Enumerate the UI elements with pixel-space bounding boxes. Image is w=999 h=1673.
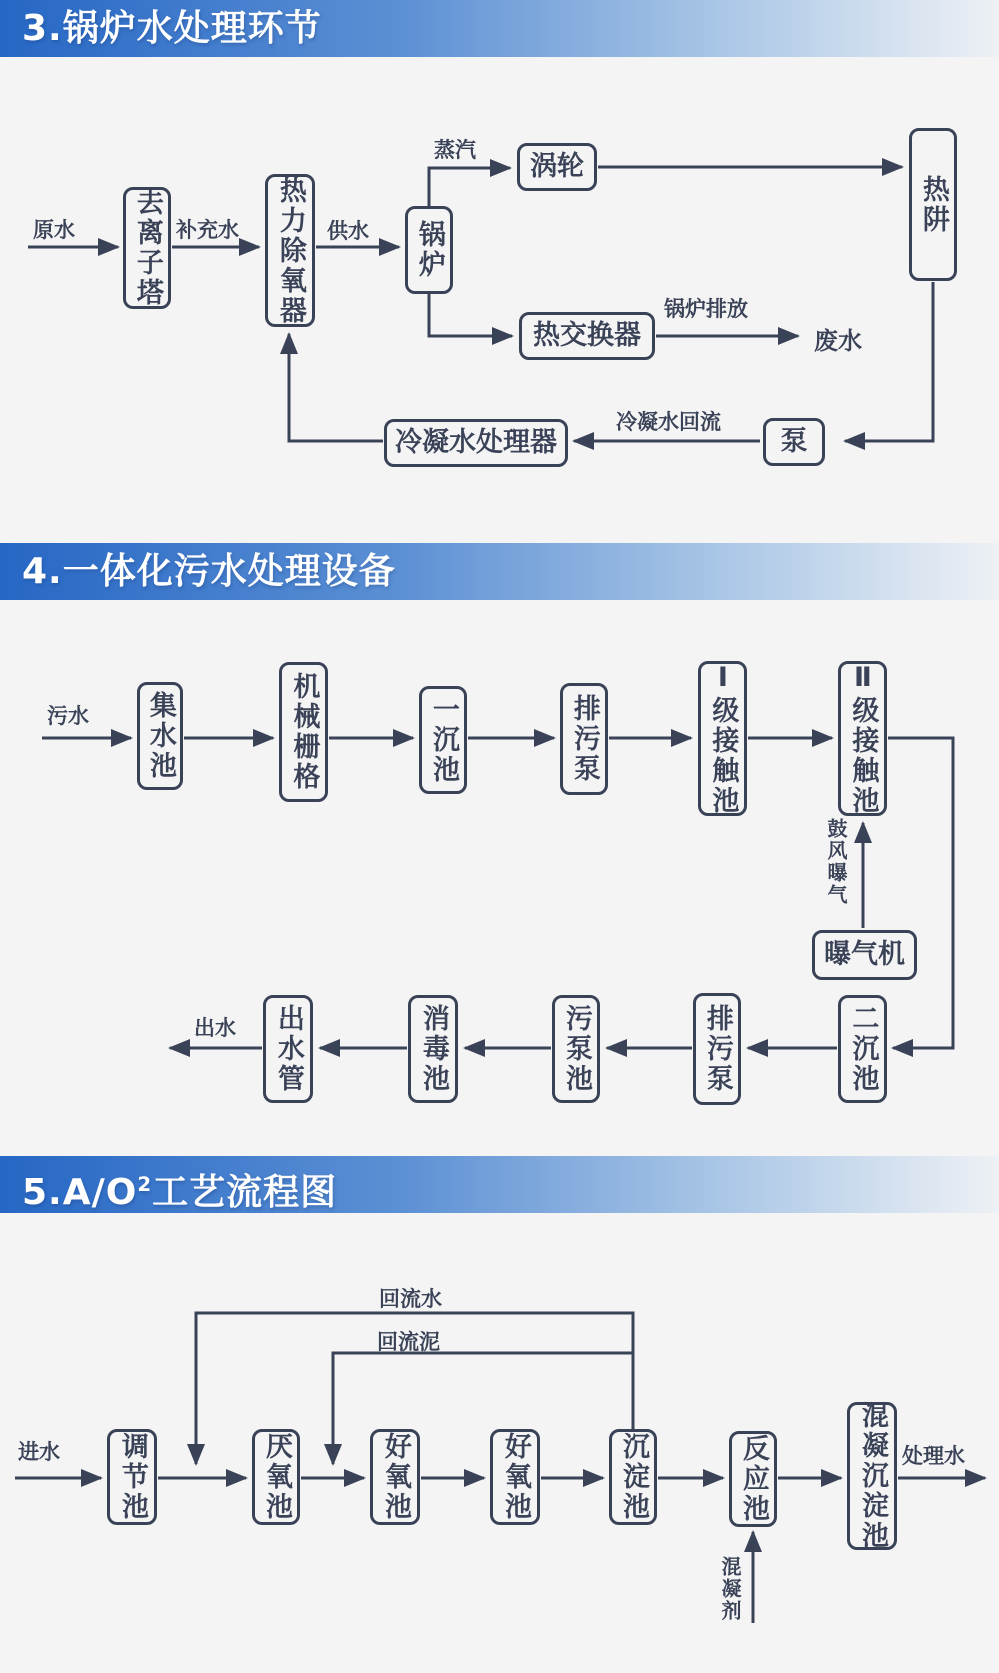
section-title-integrated-sewage: 4.一体化污水处理设备 (22, 551, 396, 592)
node-sewage-pump-1 (560, 683, 608, 795)
node-primary-sedimentation-label: 一沉池 (427, 695, 459, 785)
label-steam: 蒸汽 (434, 138, 476, 162)
node-aerobic-tank-2-label: 好氧池 (499, 1432, 531, 1522)
label-condensate-return: 冷凝水回流 (616, 410, 721, 434)
label-feed-water: 供水 (327, 219, 369, 243)
node-pump-label: 泵 (780, 426, 808, 458)
node-anaerobic-tank (252, 1429, 300, 1525)
node-heat-exchanger-label: 热交换器 (533, 320, 641, 352)
label-effluent: 出水 (194, 1016, 236, 1040)
node-anaerobic-tank-label: 厌氧池 (260, 1432, 292, 1522)
node-disinfection-tank (408, 995, 458, 1103)
node-sludge-pump-tank (552, 995, 600, 1103)
label-raw-water: 原水 (33, 218, 75, 242)
node-sewage-pump-2 (693, 993, 741, 1105)
label-return-water: 回流水 (379, 1287, 442, 1311)
node-regulating-tank-label: 调节池 (116, 1432, 148, 1522)
node-sewage-pump-2-label: 排污泵 (701, 1004, 733, 1094)
node-aerobic-tank-1-label: 好氧池 (379, 1432, 411, 1522)
node-aerobic-tank-1 (370, 1429, 420, 1525)
label-treated-water: 处理水 (902, 1444, 965, 1468)
label-makeup-water: 补充水 (176, 218, 239, 242)
node-turbine-label: 涡轮 (530, 151, 584, 183)
node-contact-tank-1 (698, 661, 747, 816)
node-sedimentation-tank (609, 1429, 657, 1525)
node-mechanical-grid-label: 机械栅格 (288, 672, 320, 792)
node-outlet-pipe-label: 出水管 (272, 1004, 304, 1094)
node-heat-sink (909, 128, 957, 281)
label-blast-aeration: 鼓风曝气 (824, 818, 848, 906)
label-sewage: 污水 (47, 704, 89, 728)
section-title-ao2-pre: 5.A/O (22, 1172, 138, 1213)
section-title-boiler-water: 3.锅炉水处理环节 (22, 8, 322, 49)
node-disinfection-tank-label: 消毒池 (417, 1004, 449, 1094)
label-influent: 进水 (18, 1440, 60, 1464)
node-primary-sedimentation-tank (419, 686, 467, 794)
node-secondary-sedimentation-label: 二沉池 (847, 1004, 879, 1094)
node-heat-sink-label: 热阱 (917, 174, 949, 235)
node-aerator (812, 930, 917, 980)
node-coagulation-sedimentation-tank (847, 1402, 897, 1550)
node-aerator-label: 曝气机 (824, 939, 905, 971)
section-title-ao2-sup: 2 (137, 1173, 153, 1196)
node-deionizer-label: 去离子塔 (131, 188, 163, 308)
label-return-sludge: 回流泥 (377, 1330, 440, 1354)
node-aerobic-tank-2 (490, 1429, 540, 1525)
node-outlet-pipe (263, 995, 313, 1103)
node-regulating-tank (107, 1429, 157, 1525)
node-sludge-pump-tank-label: 污泵池 (560, 1004, 592, 1094)
node-deionizer (123, 187, 171, 309)
node-reaction-tank-label: 反应池 (737, 1434, 769, 1524)
node-boiler (405, 206, 453, 294)
node-sewage-pump-1-label: 排污泵 (568, 694, 600, 784)
node-secondary-sedimentation-tank (838, 995, 887, 1103)
node-sedimentation-tank-label: 沉淀池 (617, 1432, 649, 1522)
label-waste-water: 废水 (814, 327, 862, 355)
node-contact-tank-2-label: Ⅱ级接触池 (847, 661, 879, 816)
label-boiler-blowdown: 锅炉排放 (664, 297, 748, 321)
node-condensate-processor-label: 冷凝水处理器 (395, 427, 557, 459)
label-coagulant: 混凝剂 (718, 1556, 742, 1622)
node-contact-tank-2 (838, 661, 887, 816)
node-deaerator (265, 174, 315, 327)
node-collecting-tank (137, 682, 183, 790)
node-contact-tank-1-label: Ⅰ级接触池 (707, 661, 739, 816)
node-boiler-label: 锅炉 (413, 220, 445, 280)
node-deaerator-label: 热力除氧器 (274, 175, 306, 326)
node-collecting-tank-label: 集水池 (144, 691, 176, 781)
node-reaction-tank (729, 1431, 777, 1527)
node-coagulation-sedimentation-label: 混凝沉淀池 (856, 1401, 888, 1551)
node-heat-exchanger (519, 312, 655, 360)
node-pump (763, 418, 825, 466)
section-title-ao2-post: 工艺流程图 (152, 1172, 338, 1213)
node-condensate-processor (384, 419, 568, 467)
node-turbine (517, 143, 597, 191)
node-mechanical-grid (279, 662, 328, 802)
